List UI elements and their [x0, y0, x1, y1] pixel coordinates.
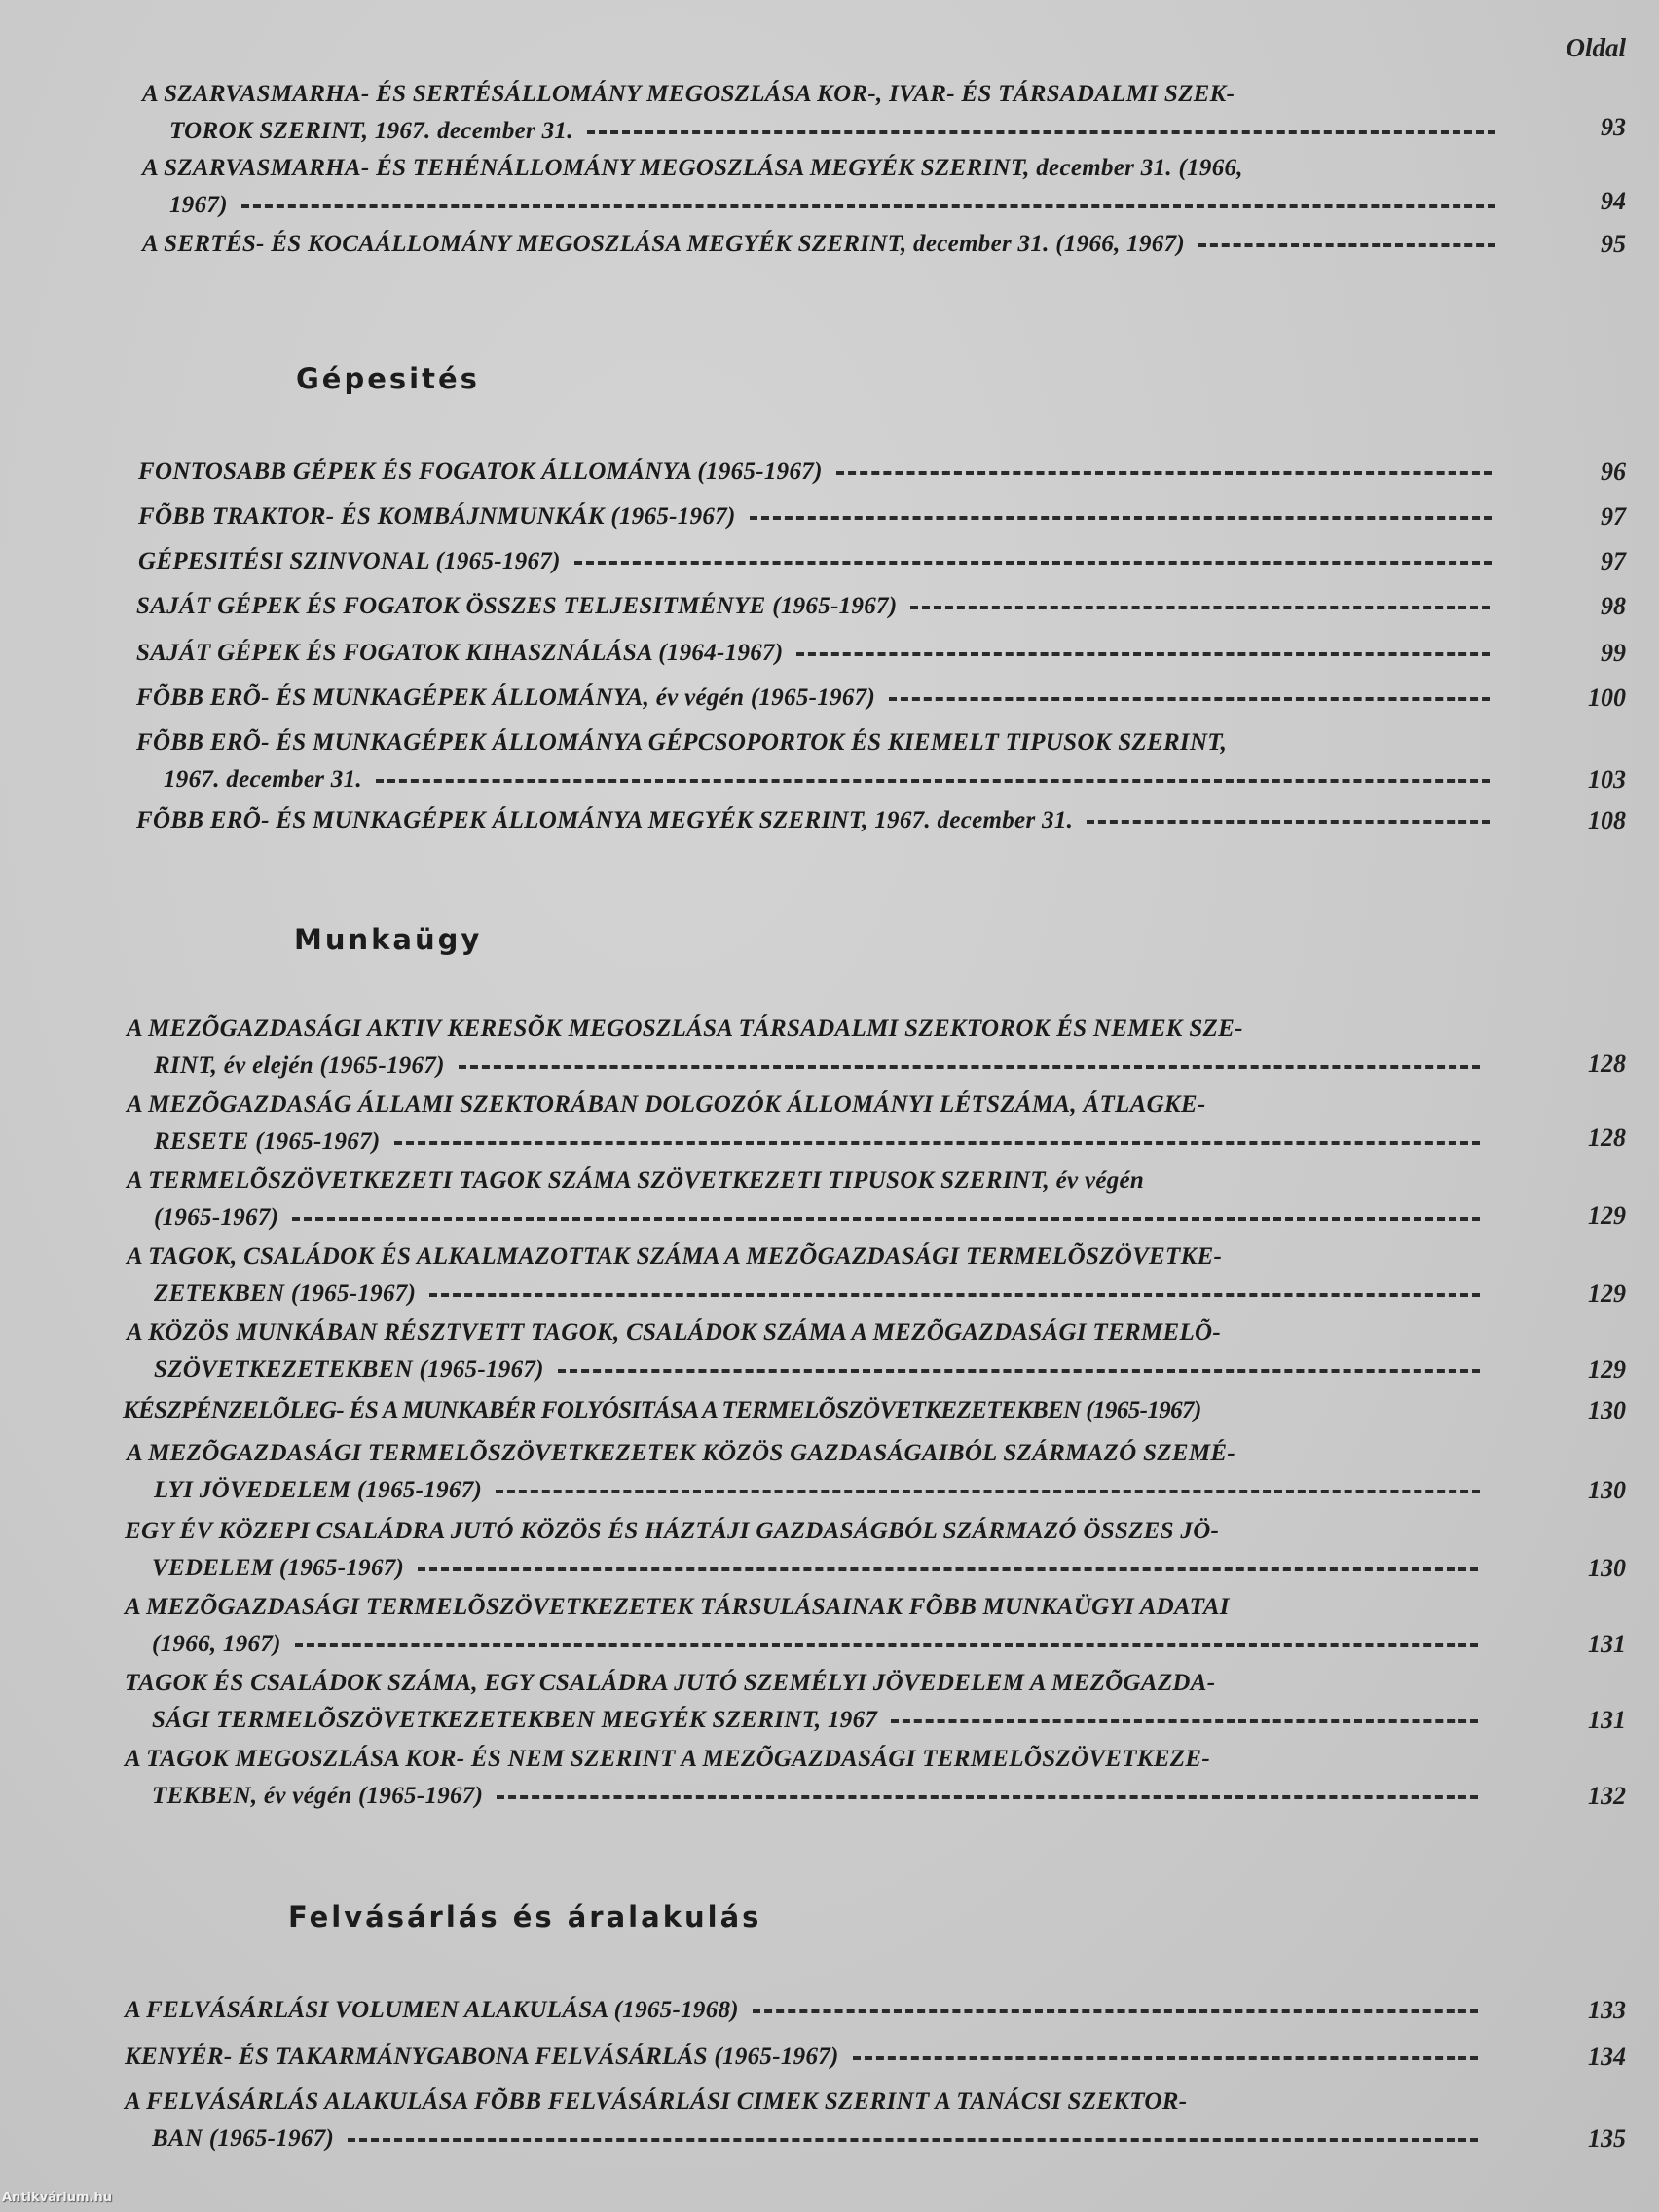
entry-line: SZÖVETKEZETEKBEN (1965-1967): [154, 1356, 544, 1382]
page-number: 128: [1588, 1050, 1626, 1078]
dot-leader: [574, 561, 1492, 565]
entry-line: A TAGOK, CSALÁDOK ÉS ALKALMAZOTTAK SZÁMA A MEZÕGAZDASÁGI TERMELÕSZÖVETKE-: [127, 1243, 1223, 1270]
page-number: 97: [1601, 547, 1626, 575]
entry-line: FÕBB ERÕ- ÉS MUNKAGÉPEK ÁLLOMÁNYA, év végén (1965-1967): [136, 684, 876, 711]
page-column-header: Oldal: [1566, 33, 1626, 62]
entry-line: A MEZÕGAZDASÁGI TERMELÕSZÖVETKEZETEK KÖZÖS GAZDASÁGAIBÓL SZÁRMAZÓ SZEMÉ-: [127, 1440, 1235, 1466]
dot-leader: [836, 471, 1492, 475]
dot-leader: [429, 1293, 1480, 1297]
dot-leader: [418, 1567, 1478, 1571]
page-number: 97: [1601, 502, 1626, 531]
entry-line: LYI JÖVEDELEM (1965-1967): [154, 1477, 483, 1503]
dot-leader: [348, 2138, 1478, 2142]
entry-line: EGY ÉV KÖZEPI CSALÁDRA JUTÓ KÖZÖS ÉS HÁZTÁJI GAZDASÁGBÓL SZÁRMAZÓ ÖSSZES JÖ-: [125, 1518, 1220, 1544]
entry-line: A SZARVASMARHA- ÉS TEHÉNÁLLOMÁNY MEGOSZLÁSA MEGYÉK SZERINT, december 31. (1966,: [142, 155, 1243, 181]
page-number: 133: [1588, 1996, 1626, 2024]
entry-line: (1966, 1967): [152, 1631, 281, 1657]
entry-line: SAJÁT GÉPEK ÉS FOGATOK KIHASZNÁLÁSA (1964-1967): [136, 640, 784, 666]
dot-leader: [241, 204, 1495, 208]
entry-line: A FELVÁSÁRLÁSI VOLUMEN ALAKULÁSA (1965-1968): [125, 1997, 739, 2023]
entry-line: FÕBB TRAKTOR- ÉS KOMBÁJNMUNKÁK (1965-1967): [138, 503, 736, 530]
page-number: 129: [1588, 1201, 1626, 1230]
entry-line: (1965-1967): [154, 1204, 279, 1231]
page-number: 129: [1588, 1355, 1626, 1383]
entry-line: FÕBB ERÕ- ÉS MUNKAGÉPEK ÁLLOMÁNYA GÉPCSOPORTOK ÉS KIEMELT TIPUSOK SZERINT,: [136, 729, 1228, 756]
dot-leader: [558, 1369, 1480, 1373]
entry-line: A KÖZÖS MUNKÁBAN RÉSZTVETT TAGOK, CSALÁDOK SZÁMA A MEZÕGAZDASÁGI TERMELÕ-: [127, 1319, 1221, 1346]
entry-line: A MEZÕGAZDASÁGI TERMELÕSZÖVETKEZETEK TÁRSULÁSAINAK FÕBB MUNKAÜGYI ADATAI: [125, 1594, 1230, 1620]
entry-line: A TAGOK MEGOSZLÁSA KOR- ÉS NEM SZERINT A MEZÕGAZDASÁGI TERMELÕSZÖVETKEZE-: [125, 1746, 1210, 1772]
page-number: 96: [1601, 458, 1626, 486]
dot-leader: [750, 516, 1492, 520]
dot-leader: [910, 606, 1490, 609]
dot-leader: [376, 779, 1490, 783]
page-number: 100: [1588, 683, 1626, 712]
entry-line: VEDELEM (1965-1967): [152, 1555, 405, 1581]
entry-line: 1967. december 31.: [164, 766, 362, 793]
entry-line: A TERMELÕSZÖVETKEZETI TAGOK SZÁMA SZÖVETKEZETI TIPUSOK SZERINT, év végén: [127, 1167, 1145, 1194]
entry-line: ZETEKBEN (1965-1967): [154, 1280, 417, 1307]
entry-line: FÕBB ERÕ- ÉS MUNKAGÉPEK ÁLLOMÁNYA MEGYÉK SZERINT, 1967. december 31.: [136, 807, 1074, 833]
entry-line: A MEZÕGAZDASÁGI AKTIV KERESÕK MEGOSZLÁSA TÁRSADALMI SZEKTOROK ÉS NEMEK SZE-: [127, 1015, 1243, 1042]
section-title: Felvásárlás és áralakulás: [288, 1900, 762, 1934]
dot-leader: [891, 1719, 1478, 1723]
dot-leader: [496, 1490, 1480, 1493]
page-number: 108: [1588, 806, 1626, 834]
entry-line: A MEZÕGAZDASÁG ÁLLAMI SZEKTORÁBAN DOLGOZÓK ÁLLOMÁNYI LÉTSZÁMA, ÁTLAGKE-: [127, 1091, 1206, 1118]
entry-line: GÉPESITÉSI SZINVONAL (1965-1967): [138, 548, 561, 574]
page-number: 103: [1588, 765, 1626, 793]
page-number: 130: [1588, 1396, 1626, 1424]
entry-line: A SERTÉS- ÉS KOCAÁLLOMÁNY MEGOSZLÁSA MEGYÉK SZERINT, december 31. (1966, 1967): [142, 231, 1186, 257]
section-title: Munkaügy: [294, 923, 483, 956]
entry-line: A FELVÁSÁRLÁS ALAKULÁSA FÕBB FELVÁSÁRLÁSI CIMEK SZERINT A TANÁCSI SZEKTOR-: [125, 2088, 1188, 2115]
entry-line: SAJÁT GÉPEK ÉS FOGATOK ÖSSZES TELJESITMÉNYE (1965-1967): [136, 593, 898, 619]
dot-leader: [1198, 243, 1495, 247]
page-number: 93: [1601, 113, 1626, 141]
page-number: 98: [1601, 592, 1626, 620]
page-number: 130: [1588, 1476, 1626, 1504]
page-number: 130: [1588, 1554, 1626, 1582]
page-number: 131: [1588, 1630, 1626, 1658]
dot-leader: [1087, 820, 1490, 824]
page-number: 132: [1588, 1782, 1626, 1810]
page-number: 131: [1588, 1706, 1626, 1734]
entry-line: KÉSZPÉNZELÕLEG- ÉS A MUNKABÉR FOLYÓSITÁSA A TERMELÕSZÖVETKEZETEKBEN (1965-1967): [123, 1397, 1201, 1423]
page-number: 134: [1588, 2043, 1626, 2071]
entry-line: RINT, év elején (1965-1967): [154, 1052, 445, 1079]
page-number: 135: [1588, 2124, 1626, 2153]
dot-leader: [753, 2009, 1478, 2013]
dot-leader: [853, 2056, 1478, 2060]
entry-line: TEKBEN, év végén (1965-1967): [152, 1783, 484, 1809]
entry-line: A SZARVASMARHA- ÉS SERTÉSÁLLOMÁNY MEGOSZLÁSA KOR-, IVAR- ÉS TÁRSADALMI SZEK-: [142, 81, 1235, 107]
dot-leader: [292, 1217, 1480, 1221]
page-number: 94: [1601, 187, 1626, 215]
dot-leader: [587, 130, 1495, 134]
dot-leader: [295, 1643, 1478, 1647]
dot-leader: [889, 697, 1490, 701]
entry-line: TOROK SZERINT, 1967. december 31.: [169, 118, 573, 144]
page-number: 95: [1601, 230, 1626, 258]
entry-line: TAGOK ÉS CSALÁDOK SZÁMA, EGY CSALÁDRA JUTÓ SZEMÉLYI JÖVEDELEM A MEZÕGAZDA-: [125, 1670, 1216, 1696]
entry-line: RESETE (1965-1967): [154, 1128, 381, 1155]
dot-leader: [394, 1141, 1481, 1145]
dot-leader: [459, 1065, 1480, 1069]
entry-line: SÁGI TERMELÕSZÖVETKEZETEKBEN MEGYÉK SZERINT, 1967: [152, 1707, 878, 1733]
entry-line: 1967): [169, 192, 228, 218]
dot-leader: [497, 1795, 1478, 1799]
entry-line: BAN (1965-1967): [152, 2125, 335, 2152]
dot-leader: [796, 652, 1490, 656]
entry-line: KENYÉR- ÉS TAKARMÁNYGABONA FELVÁSÁRLÁS (1965-1967): [125, 2044, 839, 2070]
watermark: Antikvárium.hu: [2, 2191, 112, 2205]
page-number: 128: [1588, 1124, 1626, 1152]
page-number: 99: [1601, 639, 1626, 667]
section-title: Gépesités: [296, 362, 480, 395]
entry-line: FONTOSABB GÉPEK ÉS FOGATOK ÁLLOMÁNYA (1965-1967): [138, 459, 823, 485]
page-number: 129: [1588, 1279, 1626, 1308]
